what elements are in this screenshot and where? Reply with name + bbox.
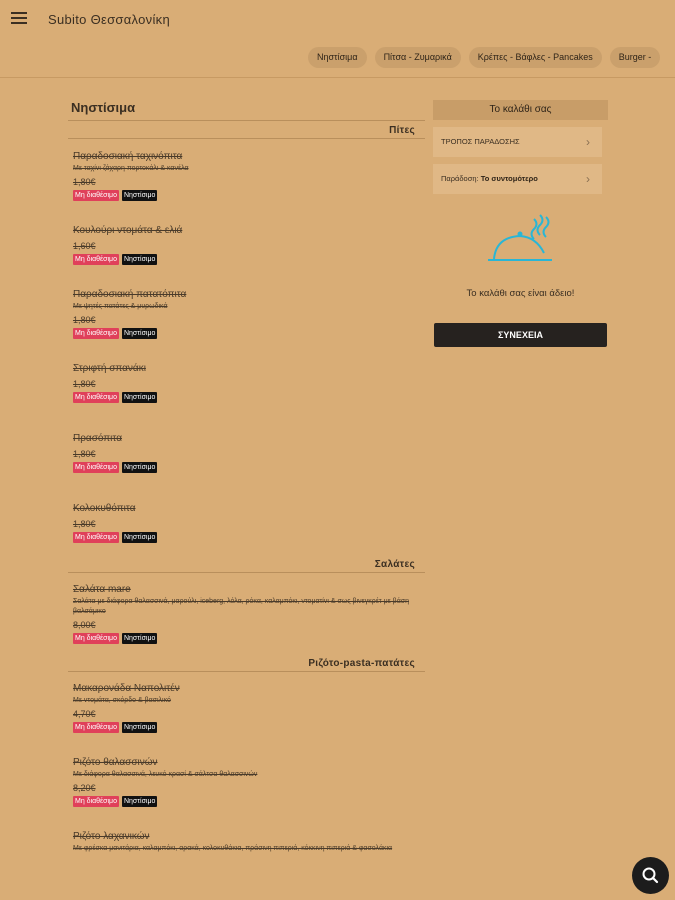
cart-panel (433, 100, 608, 340)
item-description: Με διάφορα θαλασσινά, λευκό κρασί & σάλτσα θαλασσινών (73, 771, 258, 778)
app-title: Subito Θεσσαλονίκη (48, 12, 170, 27)
tab-burger[interactable]: Burger - (610, 47, 661, 68)
top-bar (0, 0, 675, 78)
item-price: 1,80€ (73, 379, 96, 389)
continue-button[interactable]: ΣΥΝΕΧΕΙΑ (434, 323, 607, 347)
menu-item[interactable] (73, 288, 425, 339)
delivery-time-value: Το συντομότερο (480, 174, 538, 183)
item-price: 1,80€ (73, 315, 96, 325)
item-description: Με ψητές πατάτες & μυρωδικά (73, 303, 168, 310)
item-name: Μακαρονάδα Ναπολιτέν (73, 683, 180, 694)
fasting-badge: Νηστίσιμο (123, 330, 156, 337)
item-price: 1,60€ (73, 241, 96, 251)
item-description: Σαλάτα με διάφορα θαλασσινά, μαρούλι, iceberg, λόλα, ρόκα, καλαμπόκι, ντοματίνι & σως βινεγκρέτ με βάση βαλσάμικο (73, 598, 409, 615)
item-name: Στριφτή σπανάκι (73, 363, 146, 374)
tab-pizza-pasta[interactable]: Πίτσα - Ζυμαρικά (375, 47, 461, 68)
cloche-icon (486, 213, 556, 265)
category-heading: Σαλάτες (374, 559, 415, 570)
menu-item[interactable] (73, 432, 425, 473)
category-tabs (308, 47, 660, 68)
menu-item[interactable] (73, 583, 425, 644)
item-price: 4,70€ (73, 709, 96, 719)
item-price: 1,80€ (73, 449, 96, 459)
item-description: Με ντομάτα, σκόρδο & βασιλικό (73, 697, 171, 704)
unavailable-badge: Μη διαθέσιμο (75, 394, 117, 401)
unavailable-badge: Μη διαθέσιμο (75, 635, 117, 642)
item-price: 8,20€ (73, 783, 96, 793)
unavailable-badge: Μη διαθέσιμο (75, 192, 117, 199)
unavailable-badge: Μη διαθέσιμο (75, 534, 117, 541)
category-divider (68, 138, 425, 139)
item-name: Πρασόπιτα (73, 433, 122, 444)
fasting-badge: Νηστίσιμο (123, 394, 156, 401)
item-name: Κολοκυθόπιτα (73, 503, 136, 514)
delivery-method-label: ΤΡΟΠΟΣ ΠΑΡΑΔΟΣΗΣ (441, 137, 520, 146)
item-name: Ριζότο λαχανικών (73, 831, 150, 842)
item-price: 8,00€ (73, 620, 96, 630)
category-divider (68, 572, 425, 573)
fasting-badge: Νηστίσιμο (123, 256, 156, 263)
tab-crepes[interactable]: Κρέπες - Βάφλες - Pancakes (469, 47, 602, 68)
item-name: Ριζότο θαλασσινών (73, 757, 158, 768)
item-name: Κουλούρι ντομάτα & ελιά (73, 225, 183, 236)
fasting-badge: Νηστίσιμο (123, 192, 156, 199)
item-price: 1,80€ (73, 519, 96, 529)
item-price: 1,80€ (73, 177, 96, 187)
section-title: Νηστίσιμα (71, 100, 136, 115)
fasting-badge: Νηστίσιμο (123, 635, 156, 642)
category-heading: Πίτες (389, 125, 415, 136)
delivery-method-selector[interactable] (433, 127, 602, 157)
search-fab[interactable] (632, 857, 669, 894)
unavailable-badge: Μη διαθέσιμο (75, 798, 117, 805)
menu-item[interactable] (73, 756, 425, 807)
search-icon (632, 857, 669, 894)
menu-item[interactable] (73, 830, 425, 854)
menu-item[interactable] (73, 150, 425, 201)
unavailable-badge: Μη διαθέσιμο (75, 724, 117, 731)
delivery-time-label: Παράδοση: (441, 174, 479, 183)
item-description: Με φρέσκα μανιτάρια, καλαμπόκι, αρακά, κολοκυθάκια, πράσινη πιπεριά, κόκκινη πιπεριά & φασολάκια (73, 845, 393, 852)
fasting-badge: Νηστίσιμο (123, 464, 156, 471)
item-name: Σαλάτα mare (73, 584, 131, 595)
cart-title: Το καλάθι σας (433, 100, 608, 120)
section-divider (68, 120, 425, 121)
category-divider (68, 671, 425, 672)
menu-item[interactable] (73, 362, 425, 403)
fasting-badge: Νηστίσιμο (123, 534, 156, 541)
menu-item[interactable] (73, 682, 425, 733)
unavailable-badge: Μη διαθέσιμο (75, 330, 117, 337)
chevron-right-icon: › (586, 172, 590, 186)
menu-item[interactable] (73, 224, 425, 265)
hamburger-menu-icon[interactable] (11, 12, 27, 26)
fasting-badge: Νηστίσιμο (123, 798, 156, 805)
unavailable-badge: Μη διαθέσιμο (75, 256, 117, 263)
menu-list (68, 100, 425, 854)
item-description: Με ταχίνι ζάχαρη πορτοκάλι & κανέλα (73, 165, 189, 172)
chevron-right-icon: › (586, 135, 590, 149)
item-name: Παραδοσιακή ταχινόπιτα (73, 151, 183, 162)
unavailable-badge: Μη διαθέσιμο (75, 464, 117, 471)
category-heading: Ριζότο-pasta-πατάτες (308, 658, 415, 669)
menu-item[interactable] (73, 502, 425, 543)
delivery-time-selector[interactable] (433, 164, 602, 194)
item-name: Παραδοσιακή πατατόπιτα (73, 289, 187, 300)
empty-cart-message: Το καλάθι σας είναι άδειο! (466, 288, 575, 299)
fasting-badge: Νηστίσιμο (123, 724, 156, 731)
tab-fasting[interactable]: Νηστίσιμα (308, 47, 367, 68)
